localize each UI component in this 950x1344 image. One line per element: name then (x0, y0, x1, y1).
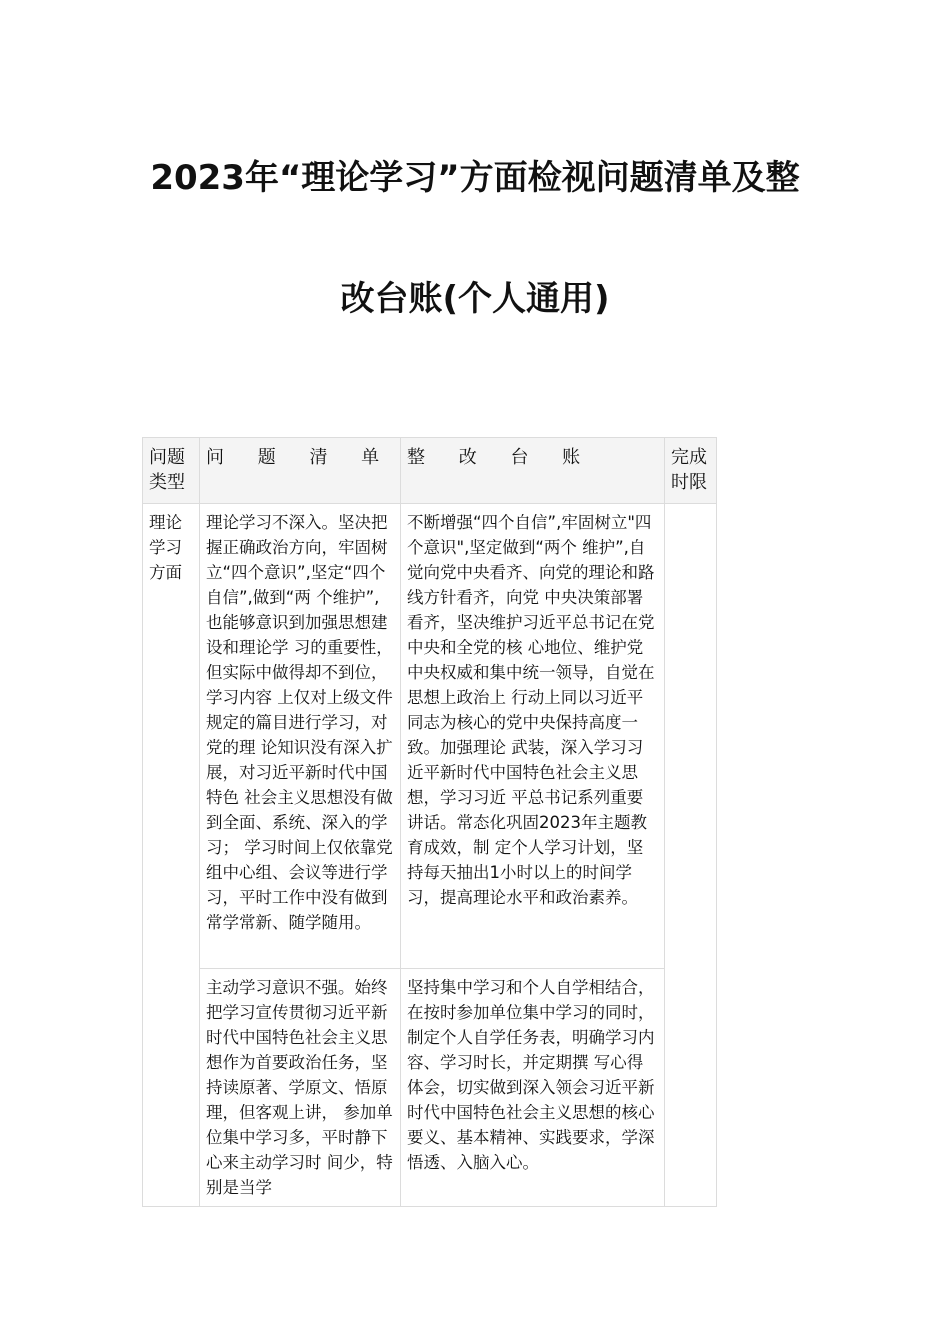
header-deadline: 完成时限 (665, 438, 717, 504)
deadline-cell (665, 504, 717, 1207)
header-rectification-ledger: 整 改 台 账 (401, 438, 665, 504)
document-title-line-1: 2023年“理论学习”方面检视问题清单及整 (150, 158, 800, 198)
problem-description-cell: 理论学习不深入。坚决把握正确政治方向，牢固树立“四个意识”,坚定“四个自信”,做到“两 个维护”,也能够意识到加强思想建设和理论学 习的重要性，但实际中做得却不到位，学习内容 上仅对上级文件规定的篇目进行学习，对党的理 论知识没有深入扩展，对习近平新时代中国特色 社会主义思想没有做到全面、系统、深入的学习； 学习时间上仅依靠党组中心组、会议等进行学习，平时工作中没有做到常学常新、随学随用。 (200, 504, 401, 969)
table-header-row (143, 438, 717, 504)
rectification-measure-cell: 不断增强“四个自信”,牢固树立"四个意识",坚定做到“两个 维护”,自觉向党中央看齐、向党的理论和路线方针看齐，向党 中央决策部署看齐，坚决维护习近平总书记在党中央和全党的核 心地位、维护党中央权威和集中统一领导，自觉在思想上政治上 行动上同以习近平同志为核心的党中央保持高度一致。加强理论 武装，深入学习习近平新时代中国特色社会主义思想，学习习近 平总书记系列重要讲话。常态化巩固2023年主题教育成效，制 定个人学习计划，坚持每天抽出1小时以上的时间学习，提高理论水平和政治素养。 (401, 504, 665, 969)
header-problem-list: 问 题 清 单 (200, 438, 401, 504)
problem-description-cell: 主动学习意识不强。始终把学习宣传贯彻习近平新时代中国特色社会主义思想作为首要政治任务，坚持读原著、学原文、悟原理，但客观上讲， 参加单位集中学习多，平时静下心来主动学习时 间少，特别是当学 (200, 969, 401, 1207)
problem-type-cell: 理论学习方面 (143, 504, 200, 1207)
rectification-measure-cell: 坚持集中学习和个人自学相结合，在按时参加单位集中学习的同时，制定个人自学任务表，明确学习内容、学习时长，并定期撰 写心得体会，切实做到深入领会习近平新时代中国特色社会主义思想的核心要义、基本精神、实践要求，学深悟透、入脑入心。 (401, 969, 665, 1207)
table-row (143, 969, 717, 1207)
rectification-ledger-table (142, 437, 717, 1207)
table-row (143, 504, 717, 969)
header-problem-type: 问题类型 (143, 438, 200, 504)
document-title-line-2: 改台账(个人通用) (340, 279, 610, 319)
